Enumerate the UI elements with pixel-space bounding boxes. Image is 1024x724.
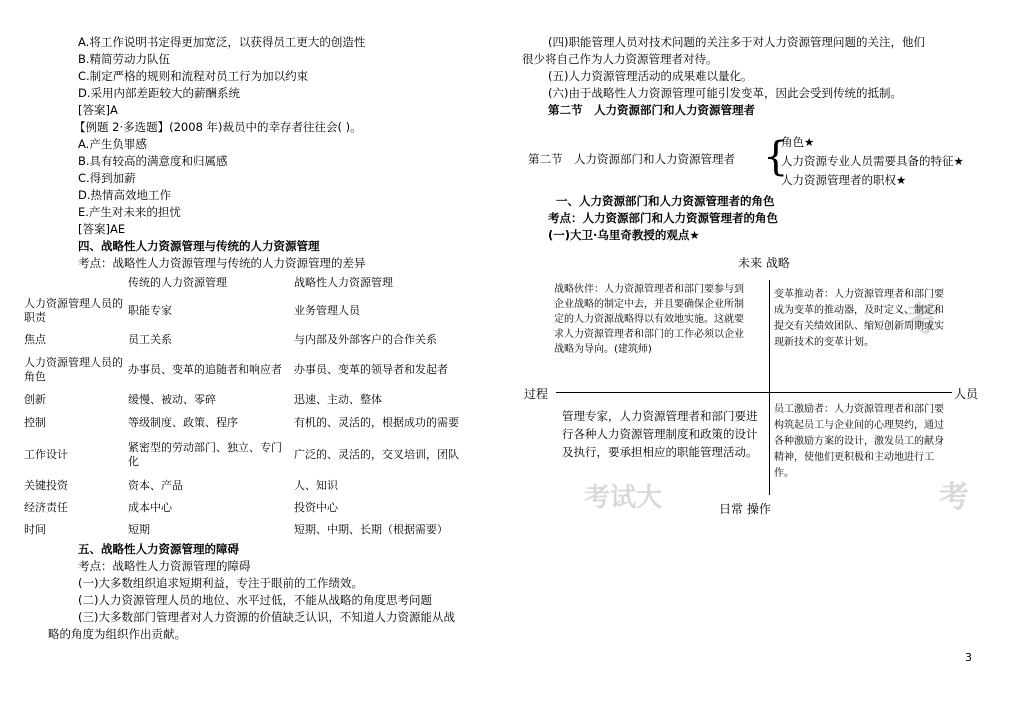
- section-5-item: 略的角度为组织作出贡献。: [48, 627, 186, 641]
- table-cell: 迅速、主动、整体: [294, 393, 382, 406]
- table-cell: 办事员、变革的领导者和发起者: [294, 363, 448, 376]
- section-5-item: (一)大多数组织追求短期利益，专注于眼前的工作绩效。: [78, 576, 363, 590]
- section-mindmap: [528, 132, 988, 192]
- quadrant-employee-champion: 员工激励者：人力资源管理者和部门要构筑起员工与企业间的心理契约，通过各种激励方案的设计，激发员工的献身精神，使他们更积极和主动地进行工作。: [774, 404, 944, 479]
- obstacle-item: (五)人力资源管理活动的成果难以量化。: [548, 69, 753, 83]
- table-cell: 职能专家: [128, 304, 172, 317]
- axis-right-label: 人员: [954, 387, 979, 401]
- q2-option-c: C.得到加薪: [78, 171, 136, 185]
- table-row: [22, 389, 496, 411]
- table-cell: 广泛的、灵活的，交叉培训，团队: [294, 448, 459, 461]
- mindmap-root: 第二节 人力资源部门和人力资源管理者: [528, 152, 735, 166]
- table-cell: 与内部及外部客户的合作关系: [294, 333, 437, 346]
- subsection-title: 一、人力资源部门和人力资源管理者的角色: [556, 194, 775, 208]
- table-cell: 人力资源管理人员的角色: [24, 356, 123, 383]
- q2-answer: [答案]AE: [78, 222, 126, 236]
- table-cell: 有机的、灵活的，根据成功的需要: [294, 416, 459, 429]
- q2-stem: 【例题 2·多选题】(2008 年)裁员中的幸存者往往会( )。: [74, 120, 362, 134]
- table-row: [22, 519, 496, 541]
- table-cell: 业务管理人员: [294, 304, 360, 317]
- brace-symbol: {: [763, 134, 789, 180]
- q2-option-e: E.产生对未来的担忧: [78, 205, 181, 219]
- watermark-icon: 考试大: [584, 483, 663, 513]
- table-header: [22, 273, 126, 293]
- q1-option-c: C.制定严格的规则和流程对员工行为加以约束: [78, 69, 309, 83]
- subsection-item: (一)大卫·乌里奇教授的观点★: [548, 228, 700, 242]
- subsection-point: 考点：人力资源部门和人力资源管理者的角色: [548, 211, 778, 225]
- watermark-icon: 考: [939, 480, 969, 515]
- table-row: [22, 497, 496, 519]
- comparison-table: [22, 273, 496, 541]
- table-cell: 等级制度、政策、程序: [128, 416, 238, 429]
- ulrich-role-diagram: [524, 252, 994, 522]
- table-cell: 短期、中期、长期（根据需要）: [294, 523, 448, 536]
- mindmap-branch: 人力资源管理者的职权★: [781, 173, 907, 187]
- quadrant-change-agent: 变革推动者：人力资源管理者和部门要成为变革的推动器，及时定义、制定和提交有关绩效团队、缩短创新周期或实现新技术的变革计划。: [774, 289, 944, 348]
- horizontal-axis: [556, 392, 952, 393]
- left-column: [24, 34, 498, 643]
- table-cell: 焦点: [24, 333, 46, 346]
- table-header: 战略性人力资源管理: [294, 276, 393, 289]
- table-row: [22, 435, 496, 475]
- q1-option-b: B.精简劳动力队伍: [78, 52, 171, 66]
- table-cell: 资本、产品: [128, 479, 183, 492]
- section-4-title: 四、战略性人力资源管理与传统的人力资源管理: [78, 239, 320, 253]
- table-cell: 员工关系: [128, 333, 172, 346]
- q2-option-b: B.具有较高的满意度和归属感: [78, 154, 228, 168]
- obstacle-item: (六)由于战略性人力资源管理可能引发变革，因此会受到传统的抵制。: [548, 86, 902, 100]
- quadrant-admin-expert: 管理专家，人力资源管理者和部门要进行各种人力资源管理制度和政策的设计及执行，要承担相应的职能管理活动。: [562, 409, 758, 459]
- table-cell: 人、知识: [294, 479, 338, 492]
- table-cell: 经济责任: [24, 501, 68, 514]
- section-4-point: 考点：战略性人力资源管理与传统的人力资源管理的差异: [78, 256, 366, 270]
- table-row: [22, 329, 496, 351]
- obstacle-item: (四)职能管理人员对技术问题的关注多于对人力资源管理问题的关注，他们: [548, 35, 925, 49]
- table-cell: 创新: [24, 393, 46, 406]
- table-cell: 紧密型的劳动部门、独立、专门化: [128, 441, 282, 468]
- table-cell: 人力资源管理人员的职责: [24, 297, 123, 324]
- q2-option-a: A.产生负罪感: [78, 137, 147, 151]
- axis-left-label: 过程: [524, 387, 549, 401]
- table-cell: 时间: [24, 523, 46, 536]
- mindmap-branch: 人力资源专业人员需要具备的特征★: [781, 154, 964, 168]
- section-5-title: 五、战略性人力资源管理的障碍: [78, 542, 239, 556]
- page-number: 3: [965, 651, 972, 664]
- q1-option-d: D.采用内部差距较大的薪酬系统: [78, 86, 241, 100]
- table-row: [22, 411, 496, 435]
- mindmap-branch: 角色★: [781, 135, 815, 149]
- table-header: 传统的人力资源管理: [128, 276, 227, 289]
- vertical-axis: [769, 280, 770, 495]
- table-row: [22, 351, 496, 389]
- section-5-point: 考点：战略性人力资源管理的障碍: [78, 559, 251, 573]
- section-2-title: 第二节 人力资源部门和人力资源管理者: [548, 103, 755, 117]
- quadrant-strategic-partner: 战略伙伴：人力资源管理者和部门要参与到企业战略的制定中去，并且要确保企业所制定的人力资源战略得以有效地实施。这就要求人力资源管理者和部门的工作必须以企业战略为导向。(建筑师): [554, 284, 744, 355]
- q1-option-a: A.将工作说明书定得更加宽泛，以获得员工更大的创造性: [78, 35, 366, 49]
- table-header-row: [22, 273, 496, 293]
- watermark-icon: 考: [904, 300, 938, 340]
- right-column: [522, 34, 978, 119]
- obstacle-item: 很少将自己作为人力资源管理者对待。: [522, 52, 718, 66]
- section-5-item: (三)大多数部门管理者对人力资源的价值缺乏认识，不知道人力资源能从战: [78, 610, 455, 624]
- table-cell: 缓慢、被动、零碎: [128, 393, 216, 406]
- table-cell: 控制: [24, 416, 46, 429]
- table-row: [22, 475, 496, 497]
- table-cell: 关键投资: [24, 479, 68, 492]
- axis-top-label: 未来 战略: [738, 256, 790, 270]
- q1-answer: [答案]A: [78, 103, 118, 117]
- table-cell: 投资中心: [294, 501, 338, 514]
- q2-option-d: D.热情高效地工作: [78, 188, 172, 202]
- role-section: [548, 193, 986, 244]
- section-5-item: (二)人力资源管理人员的地位、水平过低，不能从战略的角度思考问题: [78, 593, 432, 607]
- table-cell: 短期: [128, 523, 150, 536]
- table-row: [22, 293, 496, 329]
- table-cell: 办事员、变革的追随者和响应者: [128, 363, 282, 376]
- table-cell: 成本中心: [128, 501, 172, 514]
- table-cell: 工作设计: [24, 448, 68, 461]
- axis-bottom-label: 日常 操作: [719, 502, 771, 516]
